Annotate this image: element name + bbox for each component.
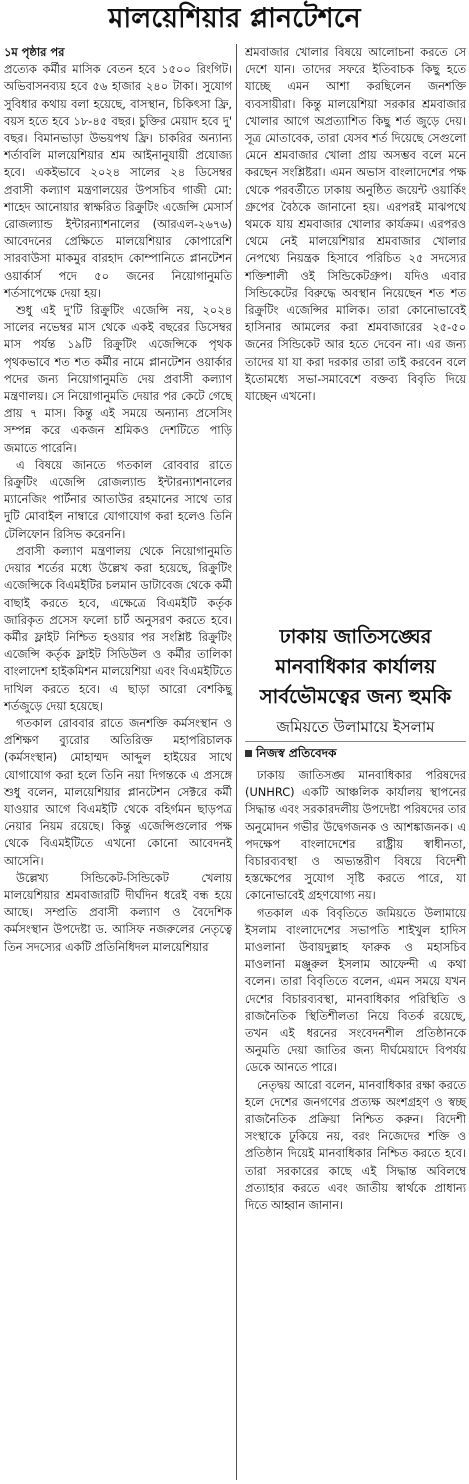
second-article-headline-line-3: সার্বভৌমত্বের জন্য হুমকি [259,685,452,708]
byline [245,745,466,765]
second-article-headline-line-1: ঢাকায় জাতিসঙ্ঘের [279,625,432,648]
article-body-paragraph-5: গতকাল রোববার রাতে জনশক্তি কর্মসংস্থান ও প্রশিক্ষণ ব্যুরোর অতিরিক্ত মহাপরিচালক (কর্মসংস্থান) মোহাম্মদ আব্দুল হাইয়ের সাথে যোগাযোগ করা হলে তিনি নয়া দিগন্তকে এ প্রসঙ্গে শুধু বলেন, মালয়েশিয়ার প্লানটেশন সেক্টরে কর্মী যাওয়ার আগে বিএমইটি থেকে বহির্গমন ছাড়পত্র নেয়ার নিয়ম রয়েছে। কিন্তু এজেন্সিগুলোর পক্ষ থেকে বিএমইটিতে এখনো কোনো আবেদনই আসেনি। [4,715,232,868]
article-headline: মালয়েশিয়ার প্লানটেশনে [108,2,361,34]
right-column [245,44,466,405]
column-divider [236,44,237,1480]
second-article-subheadline: জমিয়তে উলামায়ে ইসলাম [276,718,435,736]
left-column [4,44,232,956]
article-body-paragraph-0 [4,44,232,61]
bullet-square-icon [245,750,252,757]
article-body-paragraph-6: উল্লেখ্য সিন্ডিকেট-সিন্ডিকেট খেলায় মালয়েশিয়ার শ্রমবাজারটি দীর্ঘদিন ধরেই বন্ধ হয়ে আছে। সম্প্রতি প্রবাসী কল্যাণ ও বৈদেশিক কর্মসংস্থান উপদেষ্টা ড. আসিফ নজরুলের নেতৃত্বে তিন সদস্যের একটি প্রতিনিধিদল মালয়েশিয়ার [4,870,232,954]
second-article [245,622,466,1214]
article-body-paragraph-7: শ্রমবাজার খোলার বিষয়ে আলোচনা করতে সে দেশে যান। তাদের সফরে ইতিবাচক কিছু হতে যাচ্ছে এমন আশা করছিলেন জনশক্তি ব্যবসায়ীরা। কিন্তু মালয়েশিয়া সরকার শ্রমবাজার খোলার আগে অপ্রত্যাশিত কিছু শর্ত জুড়ে দেয়। সূত্র মোতাবেক, তারা যেসব শর্ত দিয়েছে সেগুলো মেনে শ্রমবাজার খোলা প্রায় অসম্ভব বলে মনে করছেন সংশ্লিষ্টরা। এমন অভাস বাংলাদেশের পক্ষ থেকে পরবর্তীতে ঢাকায় অনুষ্ঠিত জয়েন্ট ওয়ার্কিং গ্রুপের বৈঠকে জানানো হয়। এরপরই মাঝপথে থমকে যায় শ্রমবাজার খোলার কার্যক্রম। এরপরও থেমে নেই মালয়েশিয়ার শ্রমবাজার খোলার নেপথ্যে নিয়ন্ত্রক হিসাবে পরিচিত ২৫ সদস্যের শক্তিশালী ওই সিন্ডিকেটগ্রুপ। যদিও এবার সিন্ডিকেটের বিরুদ্ধে অবস্থান নিয়েছেন শত শত রিক্রুটিং এজেন্সির মালিক। তারা কোনোভাবেই হাসিনার আমলের করা শ্রমবাজারের ২৫-৫০ জনের সিন্ডিকেট আর হতে দেবেন না। এর জন্য তাদের যা যা করা দরকার তারা তাই করবেন বলে ইতোমধ্যে সভা-সমাবেশে বক্তব্য বিবৃতি দিয়ে যাচ্ছেন এখনো। [245,45,466,404]
article-body-paragraph-2: শুধু এই দু'টি রিক্রুটিং এজেন্সি নয়, ২০২৪ সালের নভেম্বর মাস থেকে একই বছরের ডিসেম্বর মাস পর্যন্ত ১৯টি রিক্রুটিং এজেন্সিকে পৃথক পৃথকভাবে শত শত কর্মীর নামে প্লানটেশন ওয়ার্কার পদের জন্য নিয়োগানুমতি দেয় প্রবাসী কল্যাণ মন্ত্রণালয়। সে নিয়োগানুমতি দেয়ার পর কেটে গেছে প্রায় ৭ মাস। কিন্তু এই সময়ে অন্যান্য প্রসেসিং সম্পন্ন করে একজন শ্রমিকও দেশটিতে পাড়ি জমাতে পারেনি। [4,303,232,455]
continuation-lead: ১ম পৃষ্ঠার পর [4,45,65,59]
second-article-headline-line-2: মানবাধিকার কার্যালয় [275,655,436,678]
second-article-paragraph-1: ঢাকায় জাতিসঙ্ঘ মানবাধিকার পরিষদের (UNHRC) একটি আঞ্চলিক কার্যালয় স্থাপনের সিদ্ধান্ত এবং সরকারদলীয় উপদেষ্টা পরিষদের তার অনুমোদন গভীর উদ্বেগজনক ও আশঙ্কাজনক। এ পদক্ষেপ বাংলাদেশের রাষ্ট্রীয় স্বাধীনতা, বিচারব্যবস্থা ও অভ্যন্তরীণ বিষয়ে বিদেশী হস্তক্ষেপের সুযোগ সৃষ্টি করতে পারে, যা কোনোভাবেই গ্রহণযোগ্য নয়। [245,768,466,903]
second-article-paragraph-3: নেতৃদ্বয় আরো বলেন, মানবাধিকার রক্ষা করতে হলে দেশের জনগণের প্রত্যক্ষ অংশগ্রহণ ও স্বচ্ছ রাজনৈতিক প্রক্রিয়া নিশ্চিত করুন। বিদেশী সংস্থাকে ঢুকিয়ে নয়, বরং নিজেদের শক্তি ও প্রতিষ্ঠান দিয়েই মানবাধিকার নিশ্চিত করতে হবে। তারা সরকারের কাছে এই সিদ্ধান্ত অবিলম্বে প্রত্যাহার করতে এবং জাতীয় স্বার্থকে প্রাধান্য দিতে আহ্বান জানান। [245,1077,466,1213]
article-body-paragraph-3: এ বিষয়ে জানতে গতকাল রোববার রাতে রিক্রুটিং এজেন্সি রোজল্যান্ড ইন্টারন্যাশনালের ম্যানেজিং পার্টনার আতাউর রহমানের সাথে তার দুটি মোবাইল নাম্বারে যোগাযোগ করা হলেও তিনি টেলিফোন রিসিভ করেননি। [4,457,232,541]
article-body-paragraph-4: প্রবাসী কল্যাণ মন্ত্রণালয় থেকে নিয়োগানুমতি দেয়ার শর্তের মধ্যে উল্লেখ করা হয়েছে, রিক্রুটিং এজেন্সিকে বিএমইটির চলমান ডাটাবেজ থেকে কর্মী বাছাই করতে হবে, এক্ষেত্রে বিএমইটি কর্তৃক জারিকৃত প্রসেস ফলো চার্ট অনুসরণ করতে হবে। কর্মীর ফ্লাইট নিশ্চিত হওয়ার পর সংশ্লিষ্ট রিক্রুটিং এজেন্সি কর্তৃক ফ্লাইট সিডিউল ও কর্মীর তালিকা বাংলাদেশ হাইকমিশন মালয়েশিয়া এবং বিএমইটিতে দাখিল করতে হবে। এ ছাড়া আরো বেশকিছু শর্তজুড়ে দেয়া হয়েছে। [4,543,233,713]
subheadline-divider [245,741,466,742]
second-article-body [245,767,466,1214]
article-body-paragraph-1: প্রত্যেক কর্মীর মাসিক বেতন হবে ১৫০০ রিংগিট। অভিবাসনব্যয় হবে ৫৬ হাজার ২৪০ টাকা। সুযোগ সুবিধার কথায় বলা হয়েছে, বাসস্থান, চিকিৎসা ফ্রি, বয়স হতে হবে ১৮-৪৫ বছর। চুক্তির মেয়াদ হবে দু' বছর। বিমানভাড়া উভয়পথ ফ্রি। চাকরির অন্যান্য শর্তাবলি মালয়েশিয়ার শ্রম আইনানুযায়ী প্রযোজ্য হবে। একইভাবে ২০২৪ সালের ২৪ ডিসেম্বর প্রবাসী কল্যাণ মন্ত্রণালয়ের উপসচিব গাজী মো: শাহেদ আনোয়ার স্বাক্ষরিত রিক্রুটিং এজেন্সি মেসার্স রোজল্যান্ড ইন্টারন্যাশনালের (আরএল-২৬৭৬) আবেদনের প্রেক্ষিতে মালয়েশিয়ার কোপারেশি সারবাউসা মাকমুর বারহাদ কোম্পানিতে প্লানটেশন ওয়ার্কার্স পদে ৫০ জনের নিয়োগানুমতি শর্তসাপেক্ষে দেয়া হয়। [4,62,232,300]
second-article-paragraph-2: গতকাল এক বিবৃতিতে জমিয়তে উলামায়ে ইসলাম বাংলাদেশের সভাপতি শাইখুল হাদিস মাওলানা উবায়দুল্লাহ ফারুক ও মহাসচিব মাওলানা মঞ্জুরুল ইসলাম আফেন্দী এ কথা বলেন। তারা বিবৃতিতে বলেন, এমন সময়ে যখন দেশের বিচারব্যবস্থা, মানবাধিকার পরিস্থিতি ও রাজনৈতিক স্থিতিশীলতা নিয়ে বিতর্ক রয়েছে, তখন এই ধরনের সংবেদনশীল প্রতিষ্ঠানকে অনুমতি দেয়া জাতির জন্য দীর্ঘমেয়াদে বিপর্যয় ডেকে আনতে পারে। [245,905,466,1075]
byline-text: নিজস্ব প্রতিবেদক [256,746,337,760]
